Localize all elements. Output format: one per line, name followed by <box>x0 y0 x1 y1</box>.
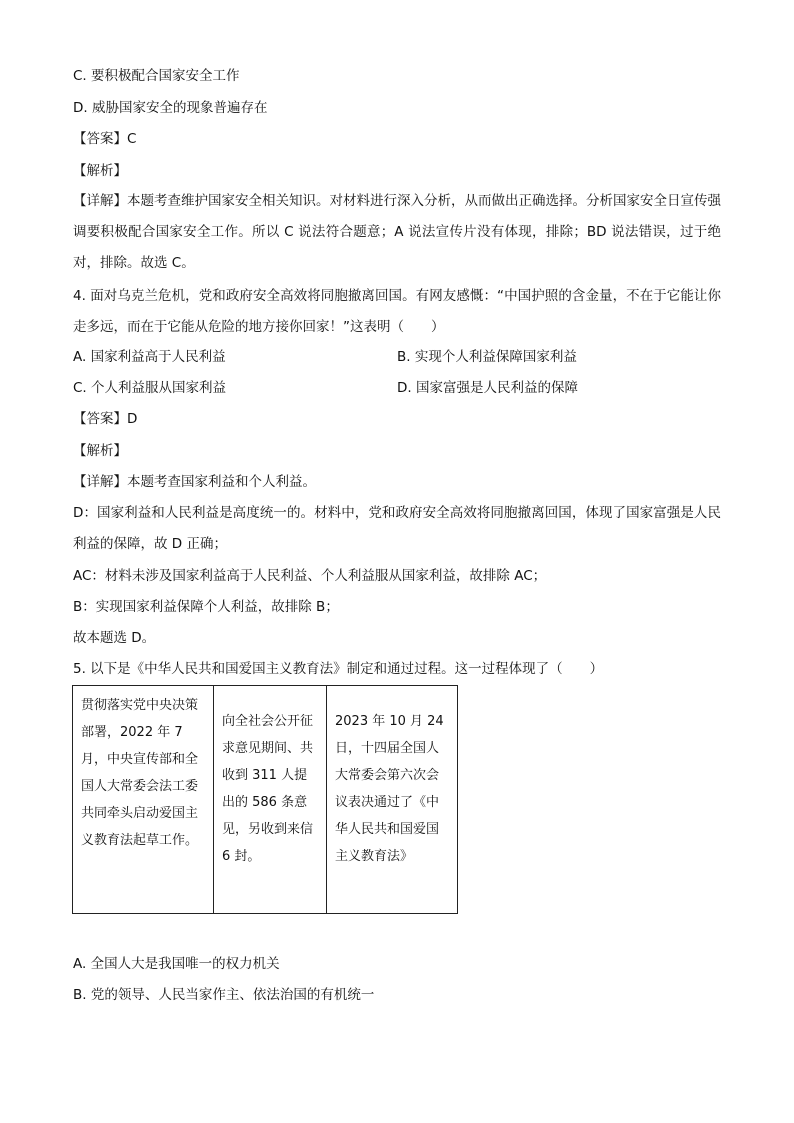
q4-option-b: B. 实现个人利益保障国家利益 <box>397 349 577 365</box>
q4-explain-b: B：实现国家利益保障个人利益，故排除 B； <box>73 599 339 615</box>
q5-option-a: A. 全国人大是我国唯一的权力机关 <box>73 956 280 972</box>
table-cell-public-comment: 向全社会公开征求意见期间、共收到 311 人提出的 586 条意见，另收到来信 6 封。 <box>214 686 327 914</box>
q4-option-d: D. 国家富强是人民利益的保障 <box>397 380 578 396</box>
q4-detail: 【详解】本题考查国家利益和个人利益。 <box>73 474 316 490</box>
q3-answer: 【答案】C <box>73 131 137 147</box>
q4-option-c: C. 个人利益服从国家利益 <box>73 380 227 396</box>
table-cell-drafting: 贯彻落实党中央决策部署，2022 年 7 月，中央宣传部和全国人大常委会法工委共同牵头启动爱国主义教育法起草工作。 <box>73 686 214 914</box>
q4-answer: 【答案】D <box>73 411 138 427</box>
q3-option-d: D. 威胁国家安全的现象普遍存在 <box>73 100 268 116</box>
q3-detail: 【详解】本题考查维护国家安全相关知识。对材料进行深入分析，从而做出正确选择。分析国家安全日宣传强调要积极配合国家安全工作。所以 C 说法符合题意；A 说法宣传片没有体现，排除；BD 说法错误，过于绝对，排除。故选 C。 <box>73 193 721 271</box>
table-cell-adoption: 2023 年 10 月 24 日，十四届全国人大常委会第六次会议表决通过了《中华人民共和国爱国主义教育法》 <box>327 686 458 914</box>
q3-analysis-label: 【解析】 <box>73 163 127 179</box>
q4-explain-ac: AC：材料未涉及国家利益高于人民利益、个人利益服从国家利益，故排除 AC； <box>73 568 547 584</box>
q4-stem: 4. 面对乌克兰危机，党和政府安全高效将同胞撤离回国。有网友感慨：“中国护照的含金量，不在于它能让你走多远，而在于它能从危险的地方接你回家！”这表明（ ） <box>73 288 721 335</box>
process-table <box>72 685 458 914</box>
q4-conclusion: 故本题选 D。 <box>73 630 156 646</box>
q4-analysis-label: 【解析】 <box>73 443 127 459</box>
q4-option-a: A. 国家利益高于人民利益 <box>73 349 226 365</box>
q5-option-b: B. 党的领导、人民当家作主、依法治国的有机统一 <box>73 987 375 1003</box>
q3-option-c: C. 要积极配合国家安全工作 <box>73 68 240 84</box>
q5-stem: 5. 以下是《中华人民共和国爱国主义教育法》制定和通过过程。这一过程体现了（ ） <box>73 661 604 677</box>
q4-explain-d: D：国家利益和人民利益是高度统一的。材料中，党和政府安全高效将同胞撤离回国，体现了国家富强是人民利益的保障，故 D 正确； <box>73 505 721 552</box>
table-row <box>73 686 458 914</box>
